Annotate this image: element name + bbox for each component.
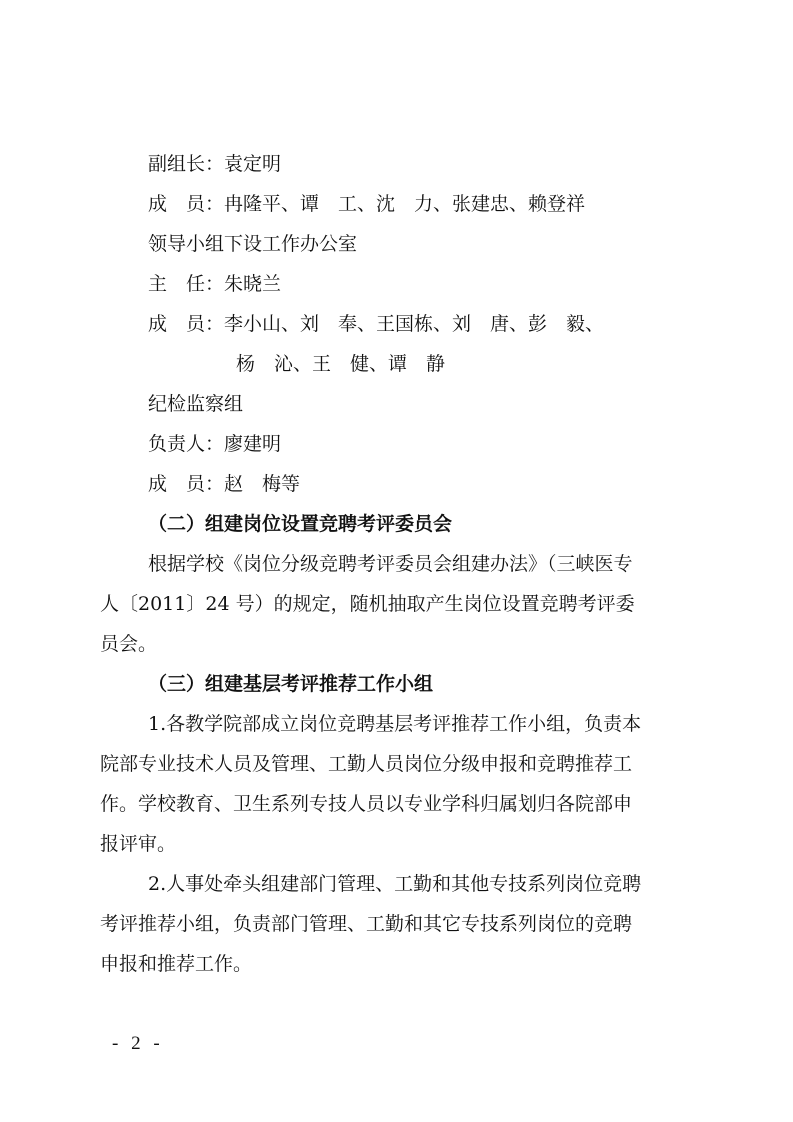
discipline-head-line: 负责人：廖建明	[148, 433, 282, 455]
members-line-1: 成 员：冉隆平、谭 工、沈 力、张建忠、赖登祥	[148, 193, 586, 215]
section-3-item-1-line-3: 作。学校教育、卫生系列专技人员以专业学科归属划归各院部申	[100, 793, 633, 815]
discipline-group-line: 纪检监察组	[148, 393, 244, 415]
office-heading-line: 领导小组下设工作办公室	[148, 233, 358, 255]
section-3-item-1-line-4: 报评审。	[100, 833, 177, 855]
office-members-line: 成 员：李小山、刘 奉、王国栋、刘 唐、彭 毅、	[148, 313, 605, 335]
section-2-line-3: 员会。	[100, 633, 158, 655]
section-2-line-1: 根据学校《岗位分级竞聘考评委员会组建办法》（三峡医专	[148, 553, 633, 575]
deputy-leader-line: 副组长：袁定明	[148, 153, 282, 175]
director-line: 主 任：朱晓兰	[148, 273, 282, 295]
section-3-item-1-line-1: 1.各教学院部成立岗位竞聘基层考评推荐工作小组，负责本	[148, 713, 642, 735]
section-2-heading: （二）组建岗位设置竞聘考评委员会	[148, 513, 453, 535]
section-3-item-2-line-2: 考评推荐小组，负责部门管理、工勤和其它专技系列岗位的竞聘	[100, 913, 633, 935]
section-3-item-2-line-1: 2.人事处牵头组建部门管理、工勤和其他专技系列岗位竞聘	[148, 873, 642, 895]
page-number: - 2 -	[112, 1033, 164, 1054]
section-3-item-2-line-3: 申报和推荐工作。	[100, 953, 253, 975]
discipline-members-line: 成 员：赵 梅等	[148, 473, 301, 495]
section-2-line-2: 人〔2011〕24 号）的规定，随机抽取产生岗位设置竞聘考评委	[100, 593, 635, 615]
section-3-item-1-line-2: 院部专业技术人员及管理、工勤人员岗位分级申报和竞聘推荐工	[100, 753, 633, 775]
section-3-heading: （三）组建基层考评推荐工作小组	[148, 673, 434, 695]
office-members-continuation: 杨 沁、王 健、谭 静	[236, 353, 446, 375]
